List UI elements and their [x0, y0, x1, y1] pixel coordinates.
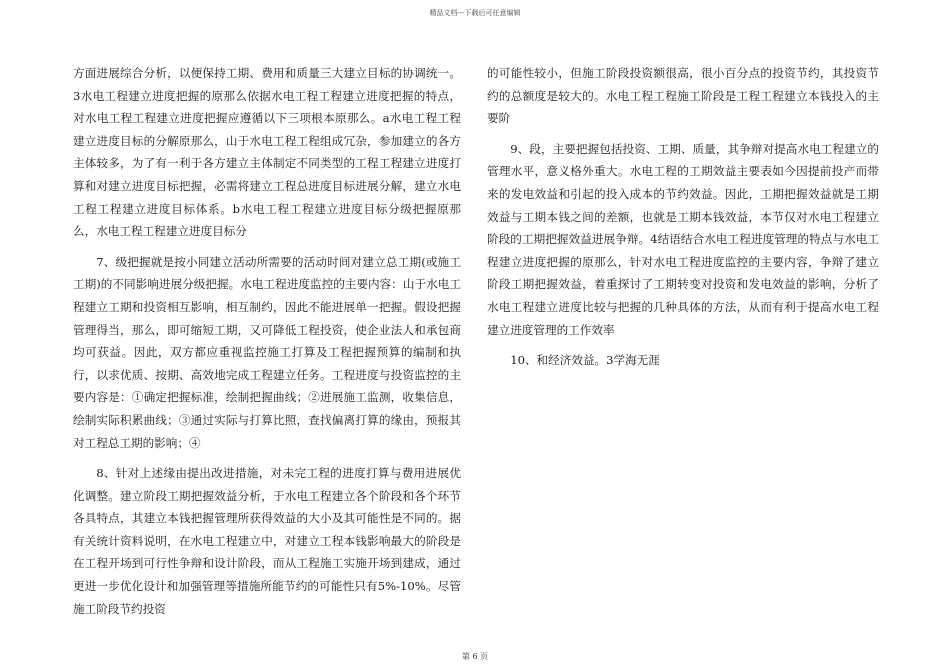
paragraph-item-7: 7、级把握就是按小同建立活动所需要的活动时间对建立总工期(或施工工期)的不同影响进展分级把握。水电工程进度监控的主要内容：山于水电工程建立工期和投资相互影响，相互制约，因此不能进展单一把握。假设把握管理得当，那么，即可缩短工期，又可降低工程投资，使企业法人和承包商均可获益。因此，双方都应重视监控施工打算及工程把握预算的编制和执行，以求优质、按期、高效地完成工程建立任务。工程进度与投资监控的主要内容是：①确定把握标准，绘制把握曲线；②进展施工监测，收集信息，绘制实际积累曲线；③通过实际与打算比照，查找偏离打算的缘由，预报其对工程总工期的影响；④	[73, 254, 461, 450]
right-text-column	[487, 62, 879, 372]
page-header: 精品文档---下载后可任意编辑	[429, 9, 521, 17]
left-text-column	[73, 62, 461, 620]
paragraph-item-10: 10、和经济效益。3学海无涯	[510, 353, 660, 368]
paragraph-item-8: 8、针对上述缘由提出改进措施，对未完工程的进度打算与费用进展优化调整。建立阶段工期把握效益分析，于水电工程建立各个阶段和各个环节各具特点，其建立本钱把握管理所获得效益的大小及其可能性是不同的。据有关统计资料说明，在水电工程建立中，对建立工程本钱影响最大的阶段是在工程开场到可行性争辩和设计阶段，而从工程施工实施开场到建成，通过更进一步优化设计和加强管理等措施所能节约的可能性只有5%-10%。尽管施工阶段节约投资	[73, 466, 461, 616]
paragraph-continuation: 的可能性较小，但施工阶段投资额很高，很小百分点的投资节约，其投资节约的总额度是较大的。水电工程工程施工阶段是工程工程建立本钱投入的主要阶	[487, 66, 879, 126]
page-number: 第 6 页	[461, 652, 489, 661]
paragraph-continuation: 方面进展综合分析，以便保持工期、费用和质量三大建立目标的协调统一。3水电工程建立进度把握的原那么依据水电工程工程建立进度把握的特点，对水电工程工程建立进度把握应遵循以下三项根本原那么。a水电工程工程建立进度目标的分解原那么，山于水电工程工程组成冗杂，参加建立的各方主体较多，为了有一利于各方建立主体制定不同类型的工程工程建立进度打算和对建立进度目标把握，必需将建立工程总进度目标进展分解，建立水电工程工程建立进度目标体系。b水电工程工程建立进度目标分级把握原那么，水电工程工程建立进度目标分	[73, 66, 461, 239]
paragraph-item-9: 9、段，主要把握包括投资、工期、质量，其争辩对提高水电工程建立的管理水平，意义格外重大。水电工程的工期效益主要表如今因提前投产而带来的发电效益和引起的投入成本的节约效益。因此，工期把握效益就是工期效益与工期本钱之间的差额，也就是工期本钱效益，本节仅对水电工程建立阶段的工期把握效益进展争辩。4结语结合水电工程进度管理的特点与水电工程建立进度把握的原那么，针对水电工程进度监控的主要内容，争辩了建立阶段工期把握效益，着重探讨了工期转变对投资和发电效益的影响，分析了水电工程建立进度比较与把握的几种具体的方法，从而有利于提高水电工程建立进度管理的工作效率	[487, 141, 879, 337]
